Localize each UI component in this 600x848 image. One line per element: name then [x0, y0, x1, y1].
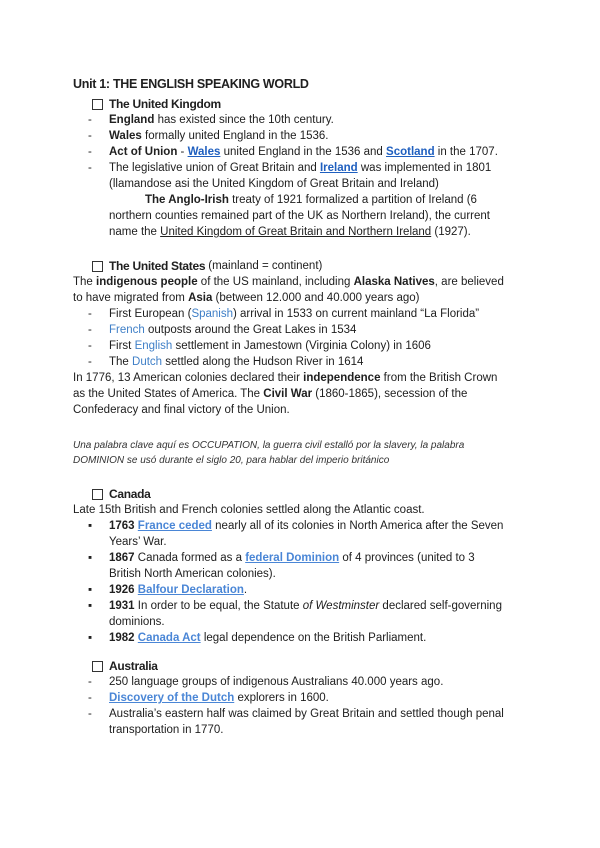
list-item	[73, 582, 533, 598]
item-text: formally united England in the 1536.	[141, 130, 329, 142]
dash-marker: -	[88, 692, 92, 704]
canada-intro: Late 15th British and French colonies settled along the Atlantic coast.	[73, 504, 425, 516]
list-item	[73, 674, 533, 690]
bold-term: Asia	[188, 292, 213, 304]
item-text: treaty of 1921 formalized a partition of Ireland (6	[228, 194, 477, 206]
anglo-irish-line-3	[73, 224, 533, 240]
dash-marker: -	[88, 308, 92, 320]
item-text: transportation in 1770.	[109, 724, 224, 736]
link-canada-act[interactable]: Canada Act	[137, 632, 201, 644]
page-title: Unit 1: THE ENGLISH SPEAKING WORLD	[73, 77, 309, 91]
item-text: nearly all of its colonies in North America after the Seven	[211, 520, 504, 532]
year: 1931	[109, 600, 135, 612]
link-balfour-declaration[interactable]: Balfour Declaration	[137, 584, 244, 596]
item-text: settlement in Jamestown (Virginia Colony) in 1606	[172, 340, 431, 352]
section-australia-heading	[92, 658, 533, 674]
us-paragraph-1	[73, 274, 533, 306]
list-item	[73, 112, 533, 128]
section-title: The United Kingdom	[109, 97, 221, 111]
list-item	[73, 550, 533, 582]
section-title: The United States	[109, 259, 206, 273]
bold-term: The Anglo-Irish	[145, 194, 229, 206]
year: 1867	[109, 552, 135, 564]
para-text: Confederacy and final victory of the Union.	[73, 404, 290, 416]
dash-marker: -	[88, 146, 92, 158]
year: 1763	[109, 520, 135, 532]
item-text: was implemented in 1801	[357, 162, 492, 174]
item-text: First	[109, 340, 135, 352]
bold-term: Civil War	[263, 388, 313, 400]
item-text: (llamandose asi the United Kingdom of Great Britain and Ireland)	[109, 178, 439, 190]
para-text: (1860-1865), secession of the	[312, 388, 468, 400]
link-discovery-of-the-dutch[interactable]: Discovery of the Dutch	[109, 692, 235, 704]
list-item	[73, 160, 533, 192]
para-text: , are believed	[434, 276, 504, 288]
list-item	[73, 306, 533, 322]
para-text: from the British Crown	[380, 372, 498, 384]
checkbox-icon[interactable]	[92, 489, 103, 500]
dash-marker: -	[88, 162, 92, 174]
dash-marker: -	[88, 114, 92, 126]
colored-term: French	[109, 324, 145, 336]
section-united-kingdom-heading	[92, 96, 533, 112]
bullet-marker: ▪	[88, 600, 93, 612]
bold-term: Wales	[109, 130, 142, 142]
dash-marker: -	[88, 676, 92, 688]
link-federal-dominion[interactable]: federal Dominion	[245, 552, 340, 564]
colored-term: Dutch	[132, 356, 163, 368]
para-text: The	[73, 276, 97, 288]
checkbox-icon[interactable]	[92, 661, 103, 672]
list-item	[73, 322, 533, 338]
colored-term: Spanish	[191, 308, 234, 320]
item-text: of 4 provinces (united to 3	[339, 552, 475, 564]
bold-term: Alaska Natives	[353, 276, 435, 288]
item-text: First European (	[109, 308, 192, 320]
para-text: of the US mainland, including	[197, 276, 354, 288]
link-france-ceded[interactable]: France ceded	[137, 520, 212, 532]
list-item	[73, 354, 533, 370]
item-text: legal dependence on the British Parliament.	[200, 632, 427, 644]
uk-list	[73, 112, 533, 192]
bold-term: indigenous people	[96, 276, 198, 288]
section-united-states-heading	[92, 258, 533, 274]
section-canada-heading	[92, 486, 533, 502]
item-text: The	[109, 356, 133, 368]
anglo-irish-line-2: northern counties remained part of the UK as Northern Ireland), the current	[109, 210, 490, 222]
bullet-marker: ▪	[88, 584, 93, 596]
checkbox-icon[interactable]	[92, 261, 103, 272]
dash-marker: -	[88, 130, 92, 142]
us-list	[73, 306, 533, 370]
italic-term: of Westminster	[302, 600, 380, 612]
item-text: Years’ War.	[109, 536, 167, 548]
para-text: as the United States of America. The	[73, 388, 264, 400]
australia-list	[73, 674, 533, 738]
section-title: Australia	[109, 659, 158, 673]
year: 1926	[109, 584, 135, 596]
note-line: Una palabra clave aquí es OCCUPATION, la guerra civil estalló por la slavery, la palabra	[73, 440, 465, 451]
dash-marker: -	[88, 356, 92, 368]
item-text: Canada formed as a	[134, 552, 246, 564]
item-text: in the 1707.	[434, 146, 498, 158]
underlined-text: United Kingdom of Great Britain and Northern Ireland	[160, 226, 432, 238]
colored-term: English	[134, 340, 173, 352]
note-line: DOMINION se usó durante el siglo 20, para hablar del imperio británico	[73, 455, 390, 466]
item-text: Australia’s eastern half was claimed by Great Britain and settled though penal	[109, 708, 504, 720]
item-text: The legislative union of Great Britain and	[109, 162, 320, 174]
list-item	[73, 706, 533, 738]
bold-term: Act of Union	[109, 146, 178, 158]
item-text: In order to be equal, the Statute	[134, 600, 303, 612]
para-text: (between 12.000 and 40.000 years ago)	[212, 292, 420, 304]
dash-marker: -	[88, 708, 92, 720]
list-item	[73, 144, 533, 160]
dash-marker: -	[88, 324, 92, 336]
para-text: In 1776, 13 American colonies declared their	[73, 372, 304, 384]
list-item	[73, 630, 533, 646]
para-text: to have migrated from	[73, 292, 189, 304]
item-text: has existed since the 10th century.	[154, 114, 334, 126]
bullet-marker: ▪	[88, 552, 93, 564]
list-item	[73, 690, 533, 706]
bold-term: independence	[303, 372, 381, 384]
canada-list	[73, 518, 533, 646]
item-text: ) arrival in 1533 on current mainland “La Florida”	[233, 308, 480, 320]
item-text: -	[177, 146, 188, 158]
section-title: Canada	[109, 487, 151, 501]
dash-marker: -	[88, 340, 92, 352]
item-text: explorers in 1600.	[234, 692, 329, 704]
item-text: dominions.	[109, 616, 165, 628]
link-ireland[interactable]: Ireland	[319, 162, 358, 174]
year: 1982	[109, 632, 135, 644]
item-text: united England in the 1536 and	[220, 146, 387, 158]
bold-term: England	[109, 114, 155, 126]
italic-note	[73, 438, 533, 468]
bullet-marker: ▪	[88, 632, 93, 644]
link-wales[interactable]: Wales	[187, 146, 221, 158]
item-text: (1927).	[431, 226, 471, 238]
item-text: settled along the Hudson River in 1614	[162, 356, 364, 368]
list-item	[73, 338, 533, 354]
list-item	[73, 598, 533, 630]
item-text: .	[243, 584, 248, 596]
anglo-irish-paragraph	[73, 192, 533, 208]
item-text: 250 language groups of indigenous Australians 40.000 years ago.	[109, 676, 444, 688]
bullet-marker: ▪	[88, 520, 93, 532]
section-subtitle: (mainland = continent)	[208, 260, 323, 272]
checkbox-icon[interactable]	[92, 99, 103, 110]
link-scotland[interactable]: Scotland	[386, 146, 435, 158]
list-item	[73, 518, 533, 550]
item-text: name the	[109, 226, 161, 238]
item-text: British North American colonies).	[109, 568, 276, 580]
document-body	[73, 76, 533, 738]
item-text: outposts around the Great Lakes in 1534	[144, 324, 357, 336]
list-item	[73, 128, 533, 144]
us-paragraph-2	[73, 370, 533, 418]
item-text: declared self-governing	[379, 600, 502, 612]
